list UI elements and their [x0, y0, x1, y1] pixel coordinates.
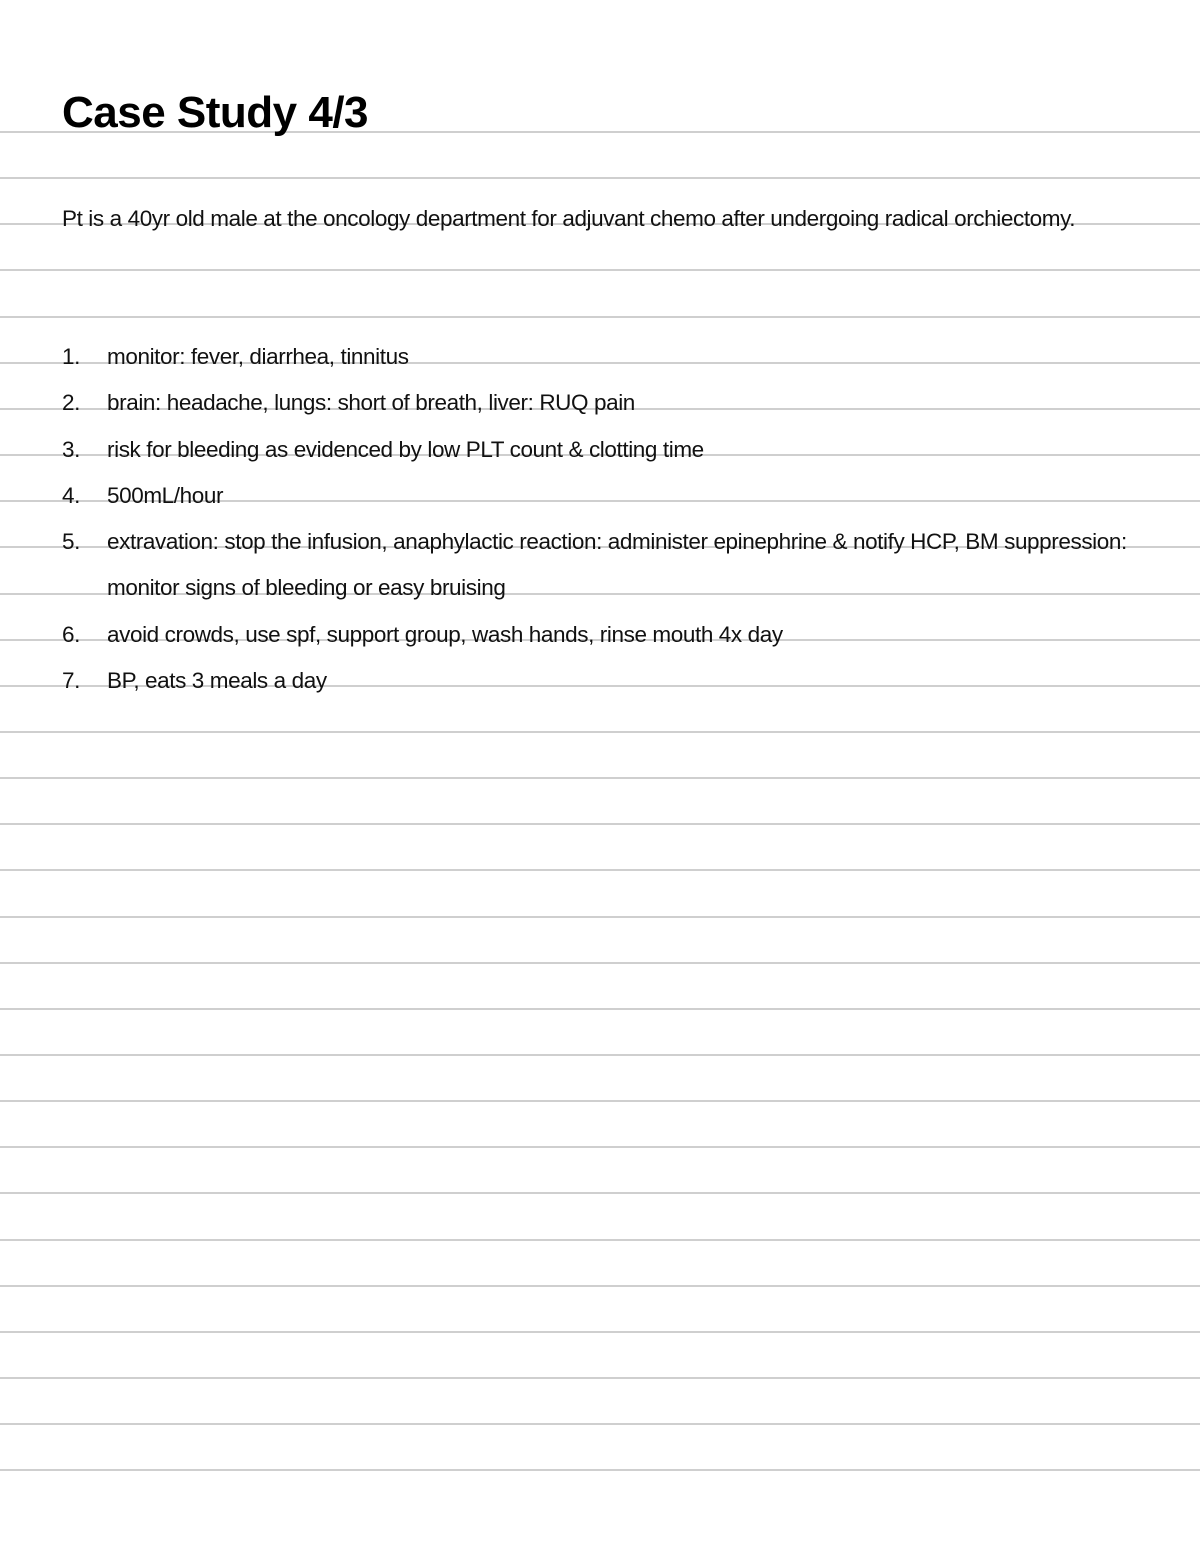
- ruled-line: [0, 777, 1200, 779]
- ruled-line: [0, 1239, 1200, 1241]
- list-number: 1.: [62, 344, 80, 369]
- ruled-line: [0, 823, 1200, 825]
- ruled-line: [0, 962, 1200, 964]
- ruled-line: [0, 1423, 1200, 1425]
- ruled-line: [0, 1008, 1200, 1010]
- ruled-line: [0, 1331, 1200, 1333]
- ruled-line: [0, 1192, 1200, 1194]
- list-item: [62, 334, 1152, 380]
- list-number: 6.: [62, 621, 80, 647]
- ruled-line: [0, 731, 1200, 733]
- list-item-text: BP, eats 3 meals a day: [107, 668, 327, 694]
- ruled-line: [0, 1146, 1200, 1148]
- list-number: 3.: [62, 436, 80, 462]
- ruled-line: [0, 1469, 1200, 1471]
- list-item: [62, 519, 1152, 612]
- list-number: 5.: [62, 529, 80, 555]
- list-number: 4.: [62, 482, 80, 508]
- list-item: [62, 473, 1152, 519]
- ruled-line: [0, 1100, 1200, 1102]
- list-item-text: brain: headache, lungs: short of breath, liver: RUQ pain: [107, 390, 635, 416]
- ruled-line: [0, 1377, 1200, 1379]
- ruled-line: [0, 916, 1200, 918]
- list-item-text: extravation: stop the infusion, anaphylactic reaction: administer epinephrine & notify HCP, BM suppression: monitor signs of bleeding or easy bruising: [107, 529, 1127, 601]
- list-item-text: avoid crowds, use spf, support group, wash hands, rinse mouth 4x day: [107, 621, 783, 647]
- page-title: Case Study 4/3: [62, 88, 369, 137]
- ruled-line: [0, 1285, 1200, 1287]
- numbered-list: [62, 334, 1152, 704]
- list-item-text: 500mL/hour: [107, 482, 224, 508]
- ruled-line: [0, 869, 1200, 871]
- list-item: [62, 427, 1152, 473]
- list-item: [62, 380, 1152, 426]
- list-item: [62, 658, 1152, 704]
- intro-paragraph: Pt is a 40yr old male at the oncology department for adjuvant chemo after undergoing radical orchiectomy.: [62, 206, 1076, 231]
- list-number: 2.: [62, 390, 80, 416]
- ruled-line: [0, 1054, 1200, 1056]
- ruled-line: [0, 177, 1200, 179]
- list-item-text: monitor: fever, diarrhea, tinnitus: [107, 344, 409, 369]
- list-number: 7.: [62, 668, 80, 694]
- ruled-line: [0, 316, 1200, 318]
- list-item-text: risk for bleeding as evidenced by low PLT count & clotting time: [107, 436, 704, 462]
- list-item: [62, 612, 1152, 658]
- ruled-line: [0, 269, 1200, 271]
